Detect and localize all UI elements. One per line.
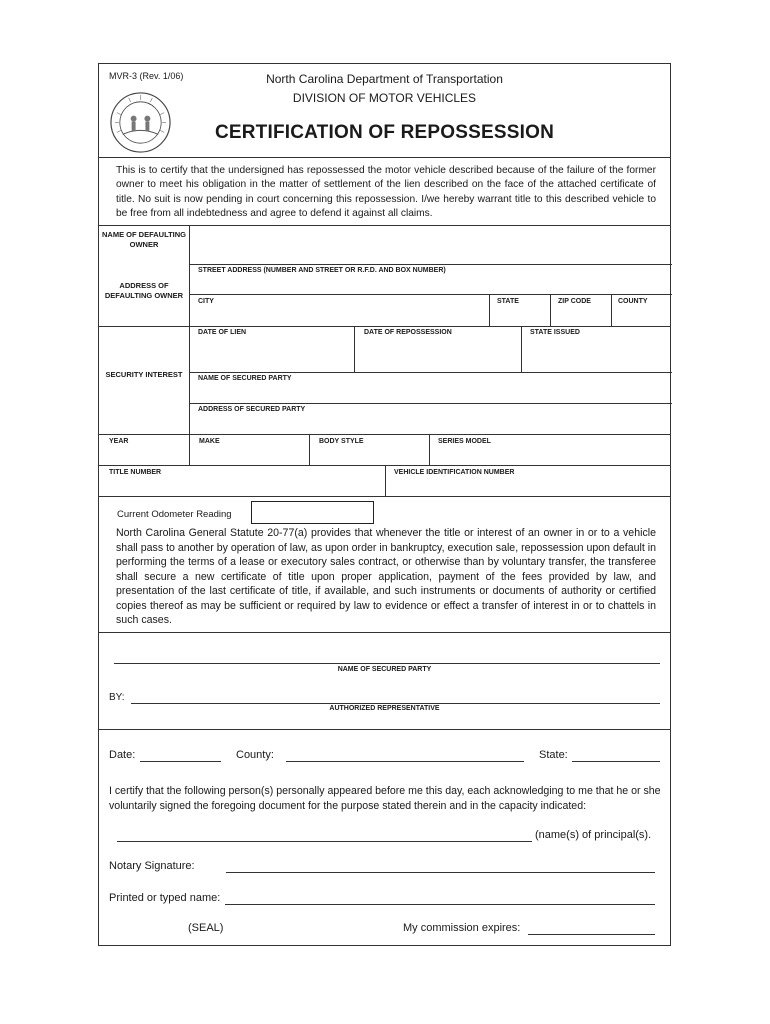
- by-label: BY:: [109, 692, 125, 703]
- seal-label: (SEAL): [188, 922, 224, 934]
- division-name: DIVISION OF MOTOR VEHICLES: [292, 91, 477, 105]
- authorized-representative-label: AUTHORIZED REPRESENTATIVE: [329, 705, 440, 712]
- name-defaulting-owner-field[interactable]: [189, 226, 671, 264]
- date-of-lien-label: DATE OF LIEN: [198, 329, 247, 336]
- county-label: COUNTY: [618, 298, 648, 305]
- form-title: CERTIFICATION OF REPOSSESSION: [214, 122, 555, 143]
- address-secured-party-label: ADDRESS OF SECURED PARTY: [198, 406, 306, 413]
- notary-state-label: State:: [539, 749, 568, 761]
- odometer-input[interactable]: [251, 501, 374, 524]
- series-model-label: SERIES MODEL: [438, 438, 491, 445]
- city-label: CITY: [198, 298, 214, 305]
- notary-date-line[interactable]: [140, 761, 221, 762]
- form-number: MVR-3 (Rev. 1/06): [109, 71, 184, 81]
- notary-date-label: Date:: [109, 749, 136, 761]
- notary-state-line[interactable]: [572, 761, 660, 762]
- intro-text: This is to certify that the undersigned has repossessed the motor vehicle described because of the failure of the former owner to meet his obligation in the matter of settlement of the lien described on the face of the attached certificate of title. No suit is now pending in court concerning this repossession. I/we hereby warrant title to this described vehicle to be free from all indebtedness and agree to defend it against all claims.: [116, 165, 656, 219]
- notary-county-label: County:: [236, 749, 274, 761]
- principals-label: (name(s) of principal(s).: [535, 829, 652, 841]
- street-address-field[interactable]: [189, 265, 671, 294]
- repossession-form: [98, 63, 671, 946]
- name-defaulting-owner-label: NAME OF DEFAULTING OWNER: [101, 230, 187, 249]
- date-of-repossession-label: DATE OF REPOSSESSION: [364, 329, 452, 336]
- security-interest-label: SECURITY INTEREST: [105, 370, 183, 379]
- make-label: MAKE: [199, 438, 220, 445]
- state-label: STATE: [497, 298, 519, 305]
- statute-text: North Carolina General Statute 20-77(a) provides that whenever the title or interest of an owner in or to a vehicle shall pass to another by operation of law, as upon order in bankruptcy, execution sale, repossession upon default in performing the terms of a lease or executory sales contract, or otherwise than by voluntary transfer, the transferee shall secure a new certificate of title upon proper application, payment of the fees provided by law, and presentation of the last certificate of title, if available, and such instruments or documents of authority or certified copies thereof as may be sufficient or required by law to evidence or effect a transfer of interest in or to chattels in such cases.: [116, 527, 656, 626]
- commission-expires-line[interactable]: [528, 934, 655, 935]
- signature-name-secured-party-label: NAME OF SECURED PARTY: [337, 666, 432, 673]
- secured-party-signature-line[interactable]: [114, 663, 660, 664]
- printed-name-label: Printed or typed name:: [109, 892, 221, 904]
- notary-certify-text: I certify that the following person(s) personally appeared before me this day, each acknowledging to me that he or she voluntarily signed the foregoing document for the purpose stated therein and in the capacity indicated:: [109, 785, 661, 812]
- state-issued-label: STATE ISSUED: [530, 329, 580, 336]
- body-style-label: BODY STYLE: [319, 438, 364, 445]
- address-defaulting-owner-label: ADDRESS OF DEFAULTING OWNER: [104, 281, 184, 300]
- notary-county-line[interactable]: [286, 761, 524, 762]
- title-number-label: TITLE NUMBER: [109, 469, 162, 476]
- principals-line[interactable]: [117, 841, 532, 842]
- vin-label: VEHICLE IDENTIFICATION NUMBER: [394, 469, 515, 476]
- street-address-label: STREET ADDRESS (NUMBER AND STREET OR R.F.D. AND BOX NUMBER): [198, 267, 446, 274]
- printed-name-line[interactable]: [225, 904, 655, 905]
- notary-signature-line[interactable]: [226, 872, 655, 873]
- department-name: North Carolina Department of Transportation: [266, 72, 503, 86]
- authorized-representative-line[interactable]: [131, 703, 660, 704]
- zip-code-label: ZIP CODE: [558, 298, 591, 305]
- notary-signature-label: Notary Signature:: [109, 860, 195, 872]
- year-label: YEAR: [109, 438, 129, 445]
- name-secured-party-label: NAME OF SECURED PARTY: [198, 375, 292, 382]
- odometer-label: Current Odometer Reading: [117, 509, 232, 520]
- commission-label: My commission expires:: [403, 922, 521, 934]
